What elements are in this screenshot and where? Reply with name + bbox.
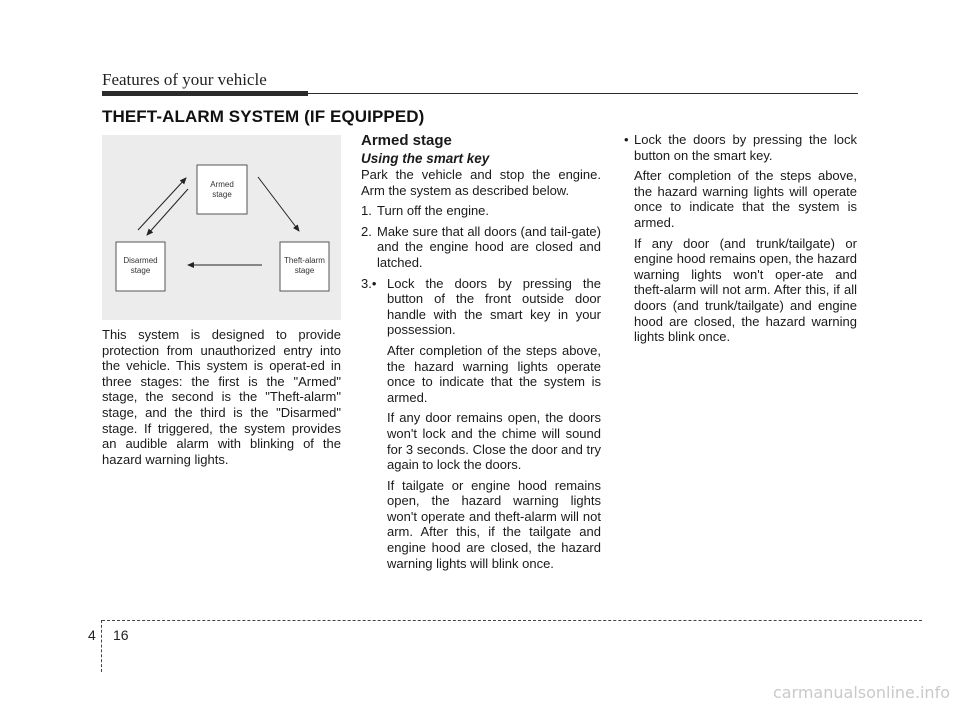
column-right (620, 132, 857, 350)
step-2 (361, 224, 601, 271)
column-middle (361, 132, 601, 576)
step-1 (361, 203, 601, 219)
step-1-text: Turn off the engine. (377, 203, 490, 219)
step-3-note-2: If any door remains open, the doors won't lock and the chime will sound for 3 seconds. Close the door and try again to lock the doors. (387, 410, 601, 473)
arrow-armed-to-theft (258, 177, 299, 231)
intro-paragraph: This system is designed to provide protection from unauthorized entry into the vehicle. This system is operat-ed in three stages: the first is the "Armed" stage, the second is the "Theft-alarm" stage, and the third is the "Disarmed" stage. If triggered, the system provides an audible alarm with blinking of the hazard warning lights. (102, 327, 341, 467)
step-3-number: 3.• (361, 275, 377, 291)
alarm-stage-diagram (102, 135, 341, 320)
header-rule-thin (308, 93, 858, 94)
chapter-number: 4 (88, 627, 96, 643)
armed-stage-label: Armed stage (210, 180, 234, 199)
step-3-text: Lock the doors by pressing the button of the front outside door handle with the smart key in your possession. (387, 275, 601, 338)
step-3-note-1: After completion of the steps above, the hazard warning lights operate once to indicate that the system is armed. (387, 342, 601, 405)
step-3 (361, 276, 601, 338)
page-number: 16 (113, 627, 129, 643)
diagram-graphic (102, 135, 341, 320)
footer-divider (101, 620, 102, 672)
disarmed-stage-label: Disarmed stage (123, 256, 158, 275)
arrow-disarmed-to-armed (138, 178, 186, 230)
lock-button-note-2: If any door (and trunk/tailgate) or engine hood remains open, the hazard warning lights won't oper-ate and theft-alarm will not arm. After this, if all doors (and trunk/tailgate) and engine hood are closed, the hazard warning lights blink once. (634, 235, 857, 345)
step-1-number: 1. (361, 203, 372, 219)
lock-button-bullet (620, 132, 857, 163)
arrow-armed-to-disarmed (147, 189, 188, 235)
header-rule-thick (102, 91, 308, 96)
armed-intro-paragraph: Park the vehicle and stop the engine. Arm the system as described below. (361, 167, 601, 198)
lock-button-note-1: After completion of the steps above, the hazard warning lights will operate once to indicate that the system is armed. (634, 168, 857, 230)
watermark: carmanualsonline.info (772, 683, 950, 702)
bullet-dot: • (624, 132, 629, 147)
step-2-text: Make sure that all doors (and tail-gate) and the engine hood are closed and latched. (377, 223, 601, 270)
column-left (102, 327, 341, 467)
smart-key-subheading: Using the smart key (361, 151, 490, 166)
step-2-number: 2. (361, 223, 372, 239)
footer-rule (102, 620, 922, 621)
step-3-note-3: If tailgate or engine hood remains open, the hazard warning lights won't operate and theft-alarm will not arm. After this, if the tailgate and engine hood are closed, the hazard warning lights will blink once. (387, 477, 601, 571)
armed-stage-heading: Armed stage (361, 132, 452, 149)
theft-alarm-stage-label: Theft-alarm stage (284, 256, 325, 275)
page-header-title: Features of your vehicle (102, 70, 267, 89)
lock-button-bullet-text: Lock the doors by pressing the lock button on the smart key. (634, 132, 857, 163)
section-title: THEFT-ALARM SYSTEM (IF EQUIPPED) (102, 107, 425, 126)
